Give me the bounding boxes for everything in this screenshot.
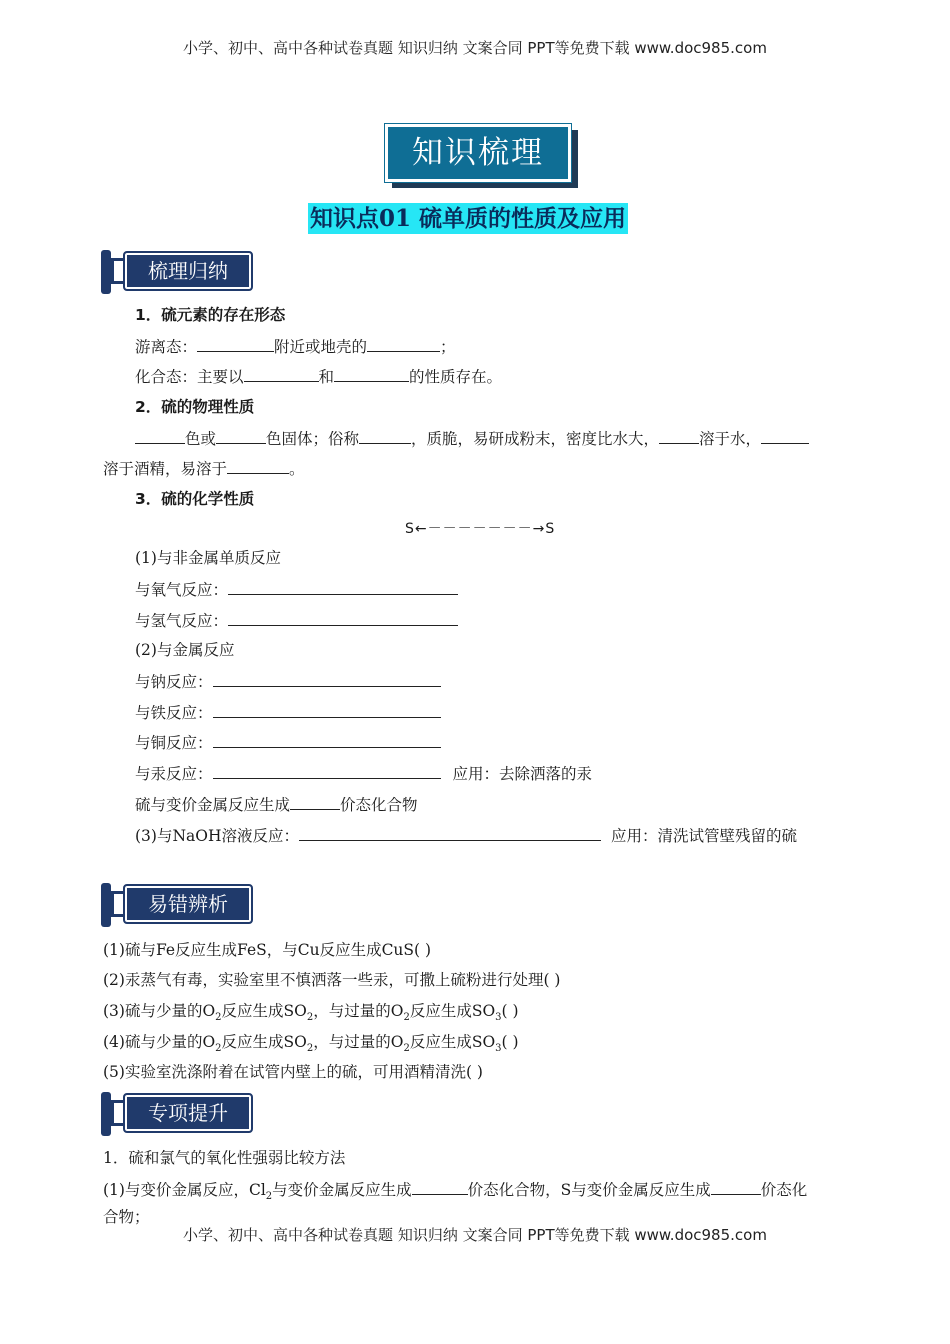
e4-e: ( ) <box>501 1033 519 1051</box>
blank <box>711 1179 761 1195</box>
error-item-1: (1)硫与Fe反应生成FeS，与Cu反应生成CuS( ) <box>103 941 432 959</box>
physical-line-2 <box>103 458 305 479</box>
blank <box>213 702 441 718</box>
blank <box>228 579 458 595</box>
blank <box>359 428 411 444</box>
blank <box>213 732 441 748</box>
free-end: ； <box>440 338 456 356</box>
phys-f: 。 <box>289 460 305 478</box>
phys-a: 色或 <box>185 430 217 448</box>
copper-label: 与铜反应： <box>135 734 213 752</box>
p2-a: (1)与变价金属反应，Cl <box>103 1181 266 1199</box>
blank <box>290 794 340 810</box>
subscript: 2 <box>403 1043 410 1055</box>
subscript: 2 <box>215 1012 222 1024</box>
summary-badge <box>101 250 256 294</box>
e3-c: ，与过量的O <box>313 1002 404 1020</box>
variable-a: 硫与变价金属反应生成 <box>135 796 291 814</box>
subscript: 3 <box>495 1012 502 1024</box>
oxygen-line <box>135 579 458 600</box>
e3-e: ( ) <box>501 1002 519 1020</box>
badge-label: 梳理归纳 <box>123 251 253 291</box>
blank <box>216 428 266 444</box>
special-line-2: 合物； <box>103 1208 150 1226</box>
sodium-label: 与钠反应： <box>135 673 213 691</box>
e3-b: 反应生成SO <box>221 1002 307 1020</box>
metal-heading: (2)与金属反应 <box>135 641 235 659</box>
page-footer: 小学、初中、高中各种试卷真题 知识归纳 文案合同 PPT等免费下载 www.doc985.com <box>183 1226 767 1244</box>
error-item-2: (2)汞蒸气有毒，实验室里不慎洒落一些汞，可撒上硫粉进行处理( ) <box>103 971 561 989</box>
e3-d: 反应生成SO <box>409 1002 496 1020</box>
subscript: 2 <box>215 1043 222 1055</box>
mercury-application: 应用：去除洒落的汞 <box>452 765 593 783</box>
comb-label: 化合态：主要以 <box>135 368 244 386</box>
blank <box>197 336 274 352</box>
naoh-label: (3)与NaOH溶液反应： <box>135 827 299 845</box>
blank <box>228 610 458 626</box>
errors-badge <box>101 883 256 927</box>
error-item-4 <box>103 1032 519 1059</box>
p2-c: 价态化合物，S与变价金属反应生成 <box>467 1181 711 1199</box>
blank <box>244 366 319 382</box>
blank <box>213 763 441 779</box>
e4-d: 反应生成SO <box>409 1033 496 1051</box>
blank <box>213 671 441 687</box>
special-heading: 1．硫和氯气的氧化性强弱比较方法 <box>103 1149 346 1167</box>
e4-c: ，与过量的O <box>313 1033 404 1051</box>
special-line-1 <box>103 1179 807 1207</box>
oxygen-label: 与氧气反应： <box>135 581 229 599</box>
blank <box>367 336 440 352</box>
error-item-5: (5)实验室洗涤附着在试管内壁上的硫，可用酒精清洗( ) <box>103 1063 483 1081</box>
heading-physical: 2．硫的物理性质 <box>135 398 255 416</box>
blank <box>761 428 809 444</box>
heading-chemical: 3．硫的化学性质 <box>135 490 255 508</box>
hydrogen-label: 与氢气反应： <box>135 612 229 630</box>
comb-mid: 和 <box>318 368 335 386</box>
blank <box>227 458 289 474</box>
blank <box>412 1179 468 1195</box>
iron-label: 与铁反应： <box>135 704 213 722</box>
e4-a: (4)硫与少量的O <box>103 1033 216 1051</box>
badge-bar <box>101 1092 111 1136</box>
blank <box>299 825 601 841</box>
p2-b: 与变价金属反应生成 <box>272 1181 412 1199</box>
subscript: 2 <box>306 1012 314 1024</box>
sodium-line <box>135 671 441 692</box>
p2-d: 价态化 <box>760 1181 808 1199</box>
naoh-line <box>135 825 797 846</box>
phys-c: ，质脆，易研成粉末，密度比水大， <box>411 430 660 448</box>
badge-label: 易错辨析 <box>123 884 253 924</box>
e4-b: 反应生成SO <box>221 1033 307 1051</box>
badge-label: 专项提升 <box>123 1093 253 1133</box>
free-mid: 附近或地壳的 <box>274 338 368 356</box>
heading-existence: 1．硫元素的存在形态 <box>135 306 286 324</box>
subscript: 3 <box>495 1043 502 1055</box>
iron-line <box>135 702 441 723</box>
nonmetal-heading: (1)与非金属单质反应 <box>135 549 281 567</box>
special-badge <box>101 1092 256 1136</box>
copper-line <box>135 732 441 753</box>
phys-b: 色固体；俗称 <box>266 430 360 448</box>
blank <box>334 366 409 382</box>
free-state-line <box>135 336 456 357</box>
blank <box>659 428 699 444</box>
valence-arrow: S←－－－－－－－→S <box>405 521 556 537</box>
badge-bar <box>101 883 111 927</box>
badge-bar <box>101 250 111 294</box>
phys-e: 溶于酒精，易溶于 <box>103 460 228 478</box>
free-label: 游离态： <box>135 338 198 356</box>
combined-state-line <box>135 366 502 387</box>
section-banner: 知识梳理 <box>385 124 571 182</box>
hydrogen-line <box>135 610 458 631</box>
physical-line-1 <box>135 428 809 449</box>
comb-end: 的性质存在。 <box>409 368 503 386</box>
mercury-line <box>135 763 592 784</box>
phys-d: 溶于水， <box>699 430 762 448</box>
page-header: 小学、初中、高中各种试卷真题 知识归纳 文案合同 PPT等免费下载 www.doc985.com <box>183 39 767 57</box>
naoh-application: 应用：清洗试管壁残留的硫 <box>610 827 797 845</box>
e3-a: (3)硫与少量的O <box>103 1002 216 1020</box>
mercury-label: 与汞反应： <box>135 765 213 783</box>
subscript: 2 <box>306 1043 314 1055</box>
variable-b: 价态化合物 <box>340 796 418 814</box>
blank <box>135 428 185 444</box>
variable-valence-line <box>135 794 418 815</box>
knowledge-point-title: 知识点01 硫单质的性质及应用 <box>310 205 627 232</box>
subscript: 2 <box>265 1191 273 1203</box>
subscript: 2 <box>403 1012 410 1024</box>
error-item-3 <box>103 1001 519 1028</box>
